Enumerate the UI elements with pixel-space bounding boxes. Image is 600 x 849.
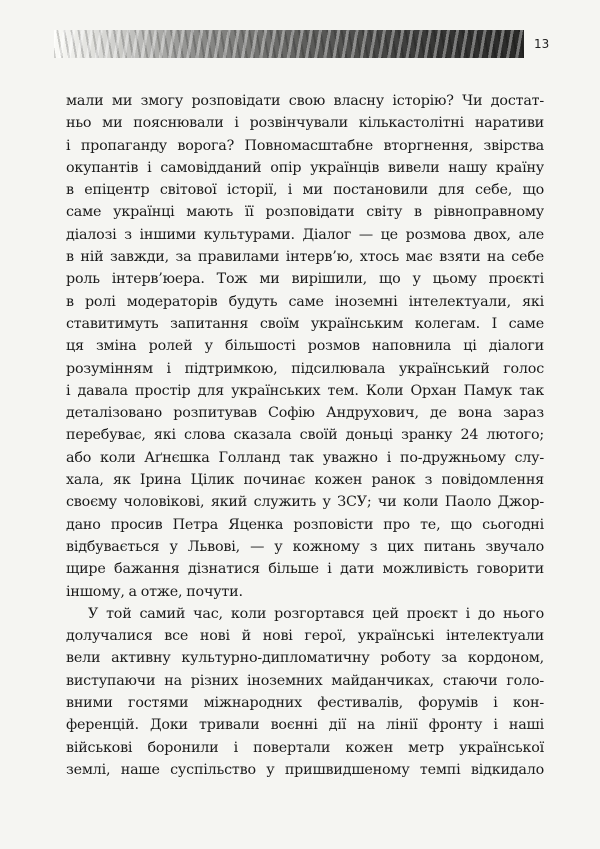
text-line: вними гостями міжнародних фестивалів, форумів і кон-	[66, 695, 544, 712]
text-line: землі, наше суспільство у пришвидшеному темпі відкидало	[66, 761, 544, 778]
text-line: і пропаганду ворога? Повномасштабне вторгнення, звірства	[66, 137, 544, 154]
text-line: перебуває, які слова сказала своїй доньці зранку 24 лютого;	[66, 427, 544, 444]
text-line: мали ми змогу розповідати свою власну історію? Чи достат-	[66, 93, 544, 109]
text-line: іншому, а отже, почути.	[66, 583, 243, 600]
text-line: і давала простір для українських тем. Коли Орхан Памук так	[66, 382, 544, 399]
header-decorative-band	[54, 30, 524, 58]
text-line: саме українці мають її розповідати світу в рівноправному	[66, 204, 544, 221]
body-text	[66, 90, 544, 781]
paragraph-1	[66, 90, 544, 603]
text-line: щире бажання дізнатися більше і дати можливість говорити	[66, 561, 544, 578]
text-line: виступаючи на різних іноземних майданчиках, стаючи голо-	[66, 672, 544, 689]
text-line: в епіцентр світової історії, і ми постановили для себе, що	[66, 182, 544, 199]
text-line: військові боронили і повертали кожен метр української	[66, 739, 544, 756]
text-line: в ній завжди, за правилами інтерв’ю, хтось має взяти на себе	[66, 249, 544, 266]
text-line: вели активну культурно-дипломатичну роботу за кордоном,	[66, 650, 544, 667]
text-line: долучалися все нові й нові герої, українські інтелектуали	[66, 628, 544, 645]
text-line: дано просив Петра Яценка розповісти про те, що сьогодні	[66, 516, 544, 533]
text-line: своєму чоловікові, який служить у ЗСУ; чи коли Паоло Джор-	[66, 494, 544, 511]
text-line: розумінням і підтримкою, підсилювала український голос	[66, 360, 544, 377]
text-line: ця зміна ролей у більшості розмов наповнила ці діалоги	[66, 338, 544, 355]
text-line: в ролі модераторів будуть саме іноземні інтелектуали, які	[66, 293, 544, 310]
text-line: ньо ми пояснювали і розвінчували кількастолітні наративи	[66, 115, 544, 132]
page-number: 13	[534, 37, 550, 51]
text-line: діалозі з іншими культурами. Діалог — це розмова двох, але	[66, 226, 544, 243]
text-line: ференцій. Доки тривали воєнні дії на лінії фронту і наші	[66, 717, 544, 734]
text-line: відбувається у Львові, — у кожному з цих питань звучало	[66, 538, 544, 555]
text-line: У той самий час, коли розгортався цей проєкт і до нього	[88, 605, 544, 622]
text-line: хала, як Ірина Цілик починає кожен ранок з повідомлення	[66, 472, 544, 489]
text-line: окупантів і самовідданий опір українців вивели нашу країну	[66, 159, 544, 176]
text-line: ставитимуть запитання своїм українським колегам. І саме	[66, 315, 544, 332]
paragraph-2	[66, 603, 544, 781]
text-line: деталізовано розпитував Софію Андрухович, де вона зараз	[66, 405, 544, 422]
text-line: або коли Аґнєшка Голланд так уважно і по-дружньому слу-	[66, 449, 544, 466]
text-line: роль інтерв’юера. Тож ми вирішили, що у цьому проєкті	[66, 271, 544, 288]
